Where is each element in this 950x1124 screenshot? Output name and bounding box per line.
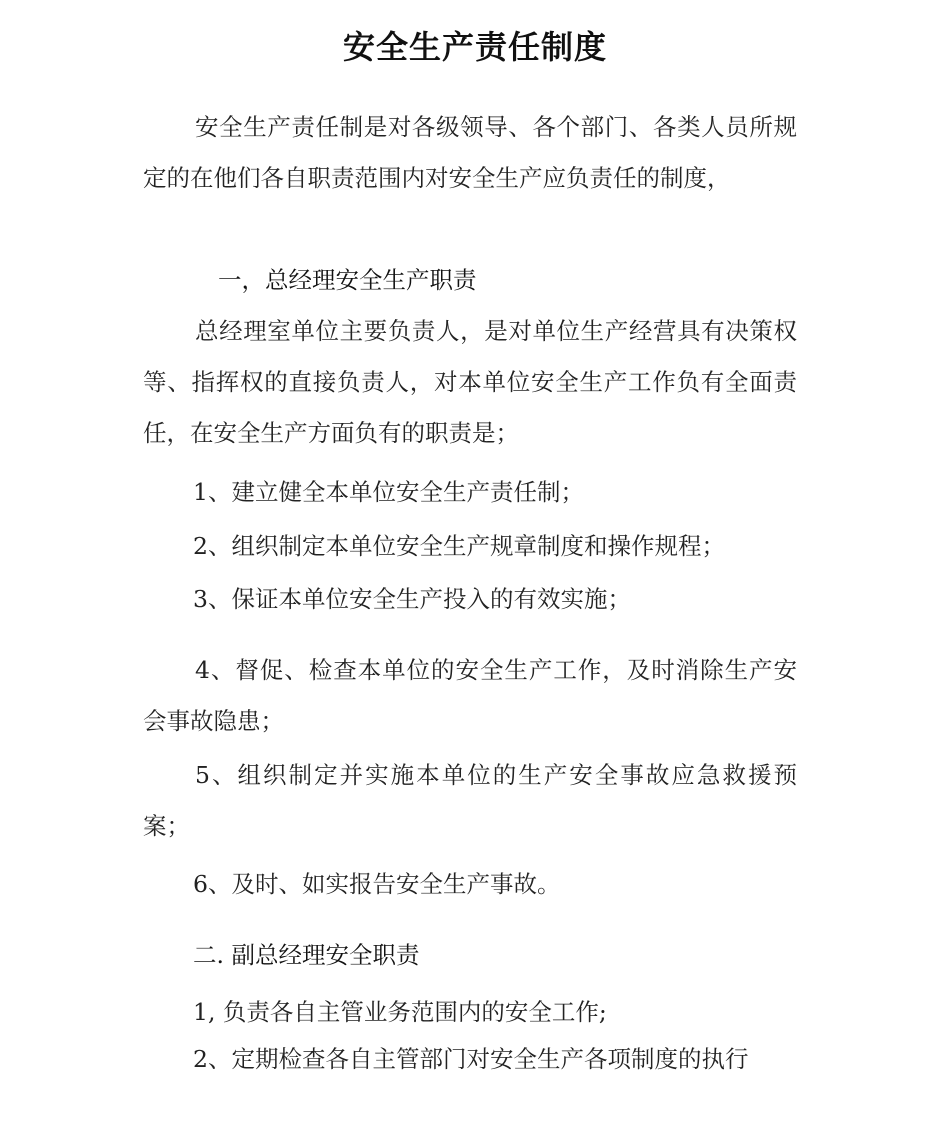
intro-paragraph: 安全生产责任制是对各级领导、各个部门、各类人员所规定的在他们各自职责范围内对安全生产应负责任的制度， xyxy=(143,113,797,192)
list-item: 1、建立健全本单位安全生产责任制； xyxy=(193,478,584,506)
list-item: 5、组织制定并实施本单位的生产安全事故应急救援预案； xyxy=(143,761,797,840)
section-2-heading: 二. 副总经理安全职责 xyxy=(193,941,420,969)
document-title: 安全生产责任制度 xyxy=(342,28,607,66)
list-item: 6、及时、如实报告安全生产事故。 xyxy=(193,870,561,898)
list-item: 4、督促、检查本单位的安全生产工作，及时消除生产安会事故隐患； xyxy=(143,656,797,735)
list-item: 3、保证本单位安全生产投入的有效实施； xyxy=(193,585,631,613)
section-1-heading: 一，总经理安全生产职责 xyxy=(218,266,477,294)
section-1-body: 总经理室单位主要负责人，是对单位生产经营具有决策权等、指挥权的直接负责人，对本单位安全生产工作负有全面责任，在安全生产方面负有的职责是； xyxy=(143,317,797,447)
list-item: 2、组织制定本单位安全生产规章制度和操作规程； xyxy=(193,532,725,560)
list-item: 2、定期检查各自主管部门对安全生产各项制度的执行 xyxy=(193,1045,749,1073)
list-item: 1, 负责各自主管业务范围内的安全工作; xyxy=(193,998,607,1026)
